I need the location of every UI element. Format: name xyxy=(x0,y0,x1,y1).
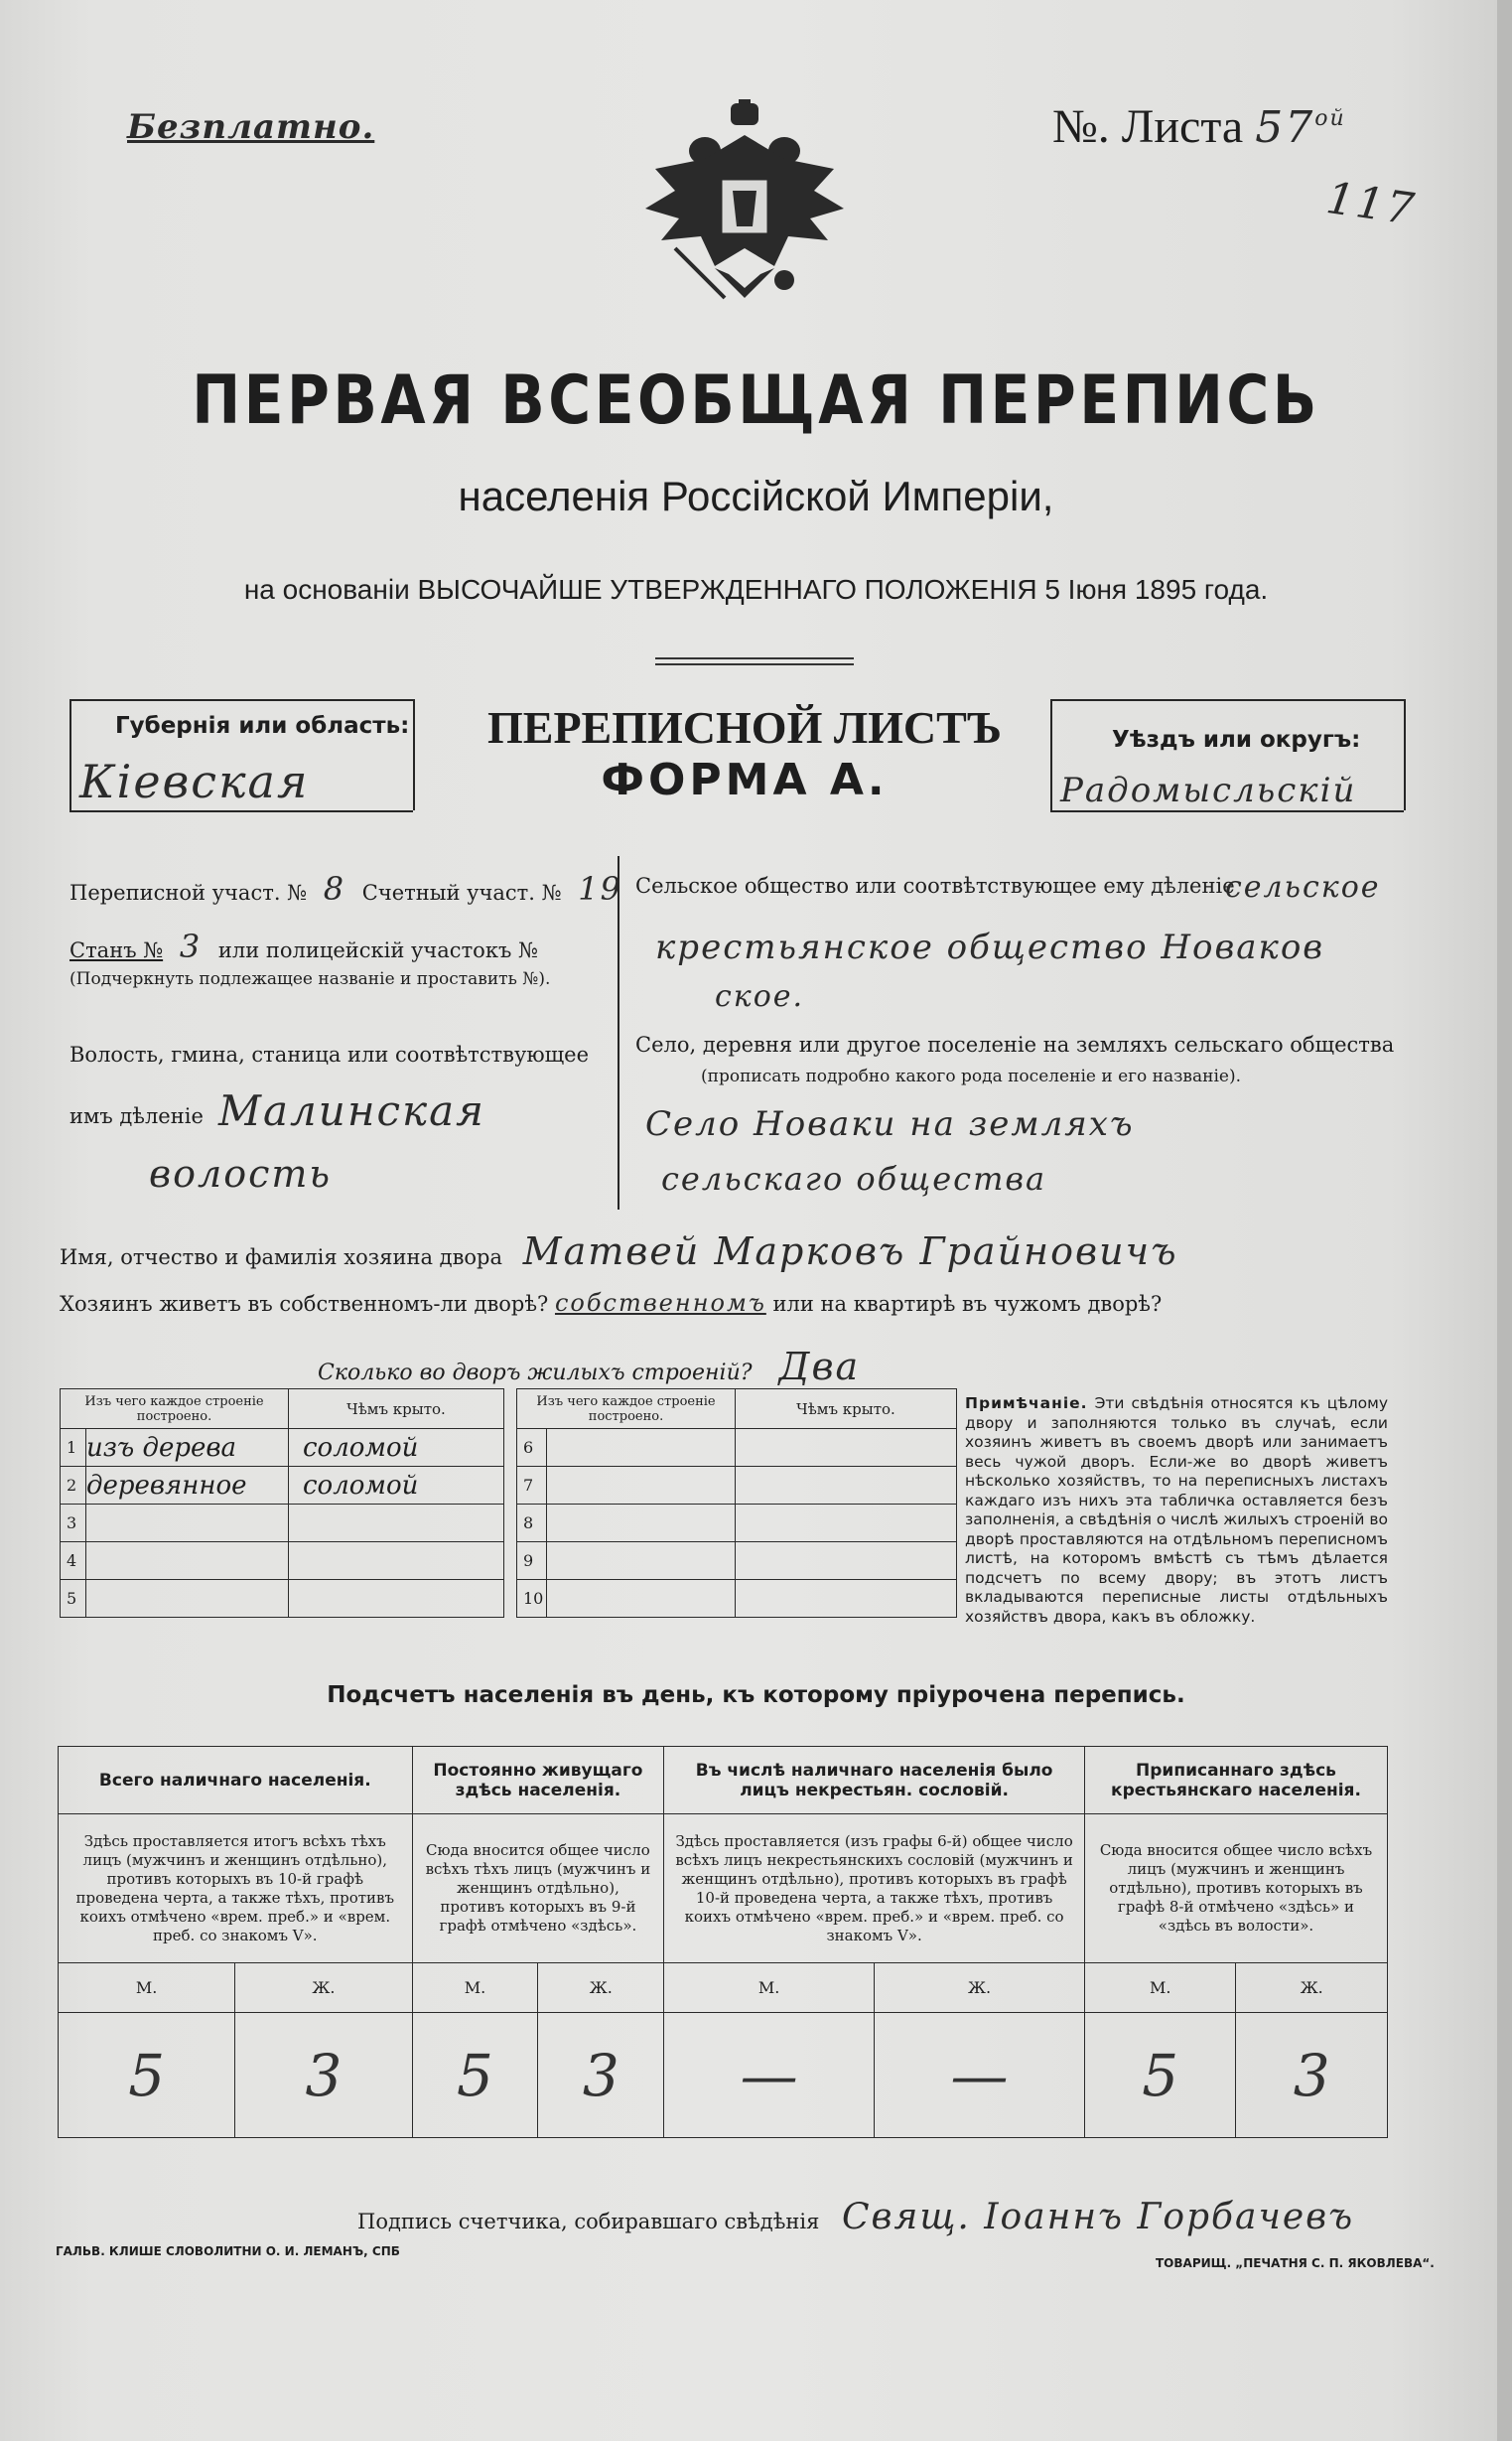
building-material: изъ дерева xyxy=(86,1429,289,1467)
district-value: Радомысльскій xyxy=(1060,771,1357,810)
census-plot-value: 8 xyxy=(323,870,346,908)
male-header: М. xyxy=(59,1963,235,2013)
village-note: (прописать подробно какого рода поселеніе и его названіе). xyxy=(701,1067,1241,1086)
building-row-number: 3 xyxy=(61,1505,86,1542)
buildings-table-left xyxy=(60,1388,504,1618)
building-row-number: 1 xyxy=(61,1429,86,1467)
buildings-label: Сколько во дворъ жилыхъ строеній? xyxy=(318,1361,753,1385)
owner-lives-row xyxy=(60,1289,1162,1317)
population-col-desc: Здѣсь проставляется итогъ всѣхъ тѣхъ лицъ (мужчинъ и женщинъ отдѣльно), противъ которыхъ въ 10-й графѣ проведена черта, а также тѣхъ, противъ коихъ отмѣчено «врем. преб.» и «врем. преб. со знакомъ V». xyxy=(59,1814,413,1963)
building-roof xyxy=(289,1542,504,1580)
female-count: — xyxy=(875,2013,1085,2138)
building-row xyxy=(61,1467,504,1505)
district-bottom-line xyxy=(1050,810,1404,812)
building-row xyxy=(61,1542,504,1580)
free-label: Безплатно. xyxy=(127,107,375,147)
building-roof: соломой xyxy=(289,1467,504,1505)
form-top-line xyxy=(69,699,413,701)
building-row-number: 2 xyxy=(61,1467,86,1505)
building-roof xyxy=(289,1580,504,1618)
female-header: Ж. xyxy=(875,1963,1085,2013)
signature-row xyxy=(357,2197,1354,2237)
population-col-title: Въ числѣ наличнаго населенія было лицъ некрестьян. сословій. xyxy=(664,1747,1085,1814)
form-label: ФОРМА А. xyxy=(601,755,889,805)
building-roof: соломой xyxy=(289,1429,504,1467)
stan-value: 3 xyxy=(179,928,203,965)
building-row xyxy=(61,1580,504,1618)
sheet-title: ПЕРЕПИСНОЙ ЛИСТЪ xyxy=(486,702,1003,753)
building-roof xyxy=(289,1505,504,1542)
volost-label-1: Волость, гмина, станица или соотвѣтствующее xyxy=(69,1043,590,1067)
volost-label-2: имъ дѣленіе xyxy=(69,1104,204,1128)
building-row xyxy=(517,1467,957,1505)
stan-note: (Подчеркнуть подлежащее названіе и проставить №). xyxy=(69,969,551,989)
building-material xyxy=(86,1542,289,1580)
district-left-edge xyxy=(1050,699,1052,810)
building-row xyxy=(517,1580,957,1618)
volost-value-2: волость xyxy=(149,1152,333,1196)
population-col-desc: Сюда вносится общее число всѣхъ лицъ (мужчинъ и женщинъ отдѣльно), противъ которыхъ въ графѣ 8-й отмѣчено «здѣсь» и «здѣсь въ волости». xyxy=(1084,1814,1387,1963)
building-roof xyxy=(736,1580,957,1618)
form-bottom-line xyxy=(69,810,413,812)
building-material xyxy=(547,1429,736,1467)
col-material-header: Изъ чего каждое строеніе построено. xyxy=(61,1389,289,1429)
count-plot-label: Счетный участ. № xyxy=(361,881,562,905)
note-title: Примѣчаніе. xyxy=(965,1394,1088,1412)
female-count: 3 xyxy=(538,2013,664,2138)
stan-label: Станъ № xyxy=(69,938,164,962)
male-count: — xyxy=(664,2013,875,2138)
coat-of-arms-icon xyxy=(635,99,854,318)
building-material xyxy=(547,1542,736,1580)
building-row xyxy=(61,1505,504,1542)
owner-lives-value: собственномъ xyxy=(554,1289,766,1317)
building-row-number: 7 xyxy=(517,1467,547,1505)
owner-name-label: Имя, отчество и фамилія хозяина двора xyxy=(60,1245,503,1269)
male-count: 5 xyxy=(59,2013,235,2138)
society-value-2: крестьянское общество Новаков xyxy=(655,928,1325,967)
owner-name-value: Матвей Марковъ Грайновичъ xyxy=(522,1229,1178,1273)
corner-number: 117 xyxy=(1322,172,1420,236)
note-block xyxy=(965,1394,1388,1627)
building-row-number: 5 xyxy=(61,1580,86,1618)
page-edge xyxy=(1497,0,1512,2441)
male-count: 5 xyxy=(412,2013,538,2138)
census-plot-label: Переписной участ. № xyxy=(69,881,308,905)
buildings-row xyxy=(318,1345,860,1388)
building-roof xyxy=(736,1542,957,1580)
buildings-table-right xyxy=(516,1388,957,1618)
footer-right: ТОВАРИЩ. „ПЕЧАТНЯ С. П. ЯКОВЛЕВА“. xyxy=(1156,2256,1435,2270)
legal-basis: на основаніи ВЫСОЧАЙШЕ УТВЕРЖДЕННАГО ПОЛОЖЕНІЯ 5 Іюня 1895 года. xyxy=(243,574,1269,605)
col-roof-header: Чѣмъ крыто. xyxy=(289,1389,504,1429)
building-row-number: 10 xyxy=(517,1580,547,1618)
owner-lives-label-1: Хозяинъ живетъ въ собственномъ-ли дворѣ? xyxy=(60,1292,549,1316)
male-count: 5 xyxy=(1084,2013,1235,2138)
building-material: деревянное xyxy=(86,1467,289,1505)
population-table xyxy=(58,1746,1388,2138)
female-count: 3 xyxy=(235,2013,412,2138)
building-row xyxy=(517,1542,957,1580)
building-row xyxy=(61,1429,504,1467)
building-roof xyxy=(736,1505,957,1542)
district-top-line xyxy=(1050,699,1404,701)
col-material-header-right: Изъ чего каждое строеніе построено. xyxy=(517,1389,736,1429)
building-row-number: 8 xyxy=(517,1505,547,1542)
ornament-divider xyxy=(655,657,854,665)
male-header: М. xyxy=(412,1963,538,2013)
buildings-value: Два xyxy=(778,1345,861,1388)
signature-label: Подпись счетчика, собиравшаго свѣдѣнія xyxy=(357,2210,820,2233)
population-col-desc: Сюда вносится общее число всѣхъ тѣхъ лицъ (мужчинъ и женщинъ отдѣльно), противъ которыхъ въ 9-й графѣ отмѣчено «здѣсь». xyxy=(412,1814,664,1963)
building-roof xyxy=(736,1429,957,1467)
female-header: Ж. xyxy=(1236,1963,1388,2013)
form-left-edge xyxy=(69,699,71,810)
province-value: Кіевская xyxy=(79,755,310,808)
population-col-title: Приписаннаго здѣсь крестьянскаго населенія. xyxy=(1084,1747,1387,1814)
page-title: ПЕРВАЯ ВСЕОБЩАЯ ПЕРЕПИСЬ xyxy=(192,361,1320,440)
village-label: Село, деревня или другое поселеніе на земляхъ сельскаго общества xyxy=(635,1033,1395,1057)
building-material xyxy=(86,1580,289,1618)
building-row-number: 6 xyxy=(517,1429,547,1467)
female-header: Ж. xyxy=(235,1963,412,2013)
building-material xyxy=(547,1467,736,1505)
census-plot-row xyxy=(69,870,622,908)
district-label: Уѣздъ или округъ: xyxy=(1112,727,1361,753)
society-label: Сельское общество или соотвѣтствующее ему дѣленіе xyxy=(635,874,1235,898)
society-value-1: сельское xyxy=(1225,870,1381,905)
district-right-edge xyxy=(1404,699,1406,810)
province-label: Губернія или область: xyxy=(115,713,410,739)
signature-value: Свящ. Іоаннъ Горбачевъ xyxy=(842,2197,1355,2237)
population-col-desc: Здѣсь проставляется (изъ графы 6-й) общее число всѣхъ лицъ некрестьянскихъ сословій (мужчинъ и женщинъ отдѣльно), противъ которыхъ въ графѣ 10-й проведена черта, а также тѣхъ, противъ коихъ отмѣчено «врем. преб.» и «врем. преб. со знакомъ V». xyxy=(664,1814,1085,1963)
footer-left: ГАЛЬВ. КЛИШЕ СЛОВОЛИТНИ О. И. ЛЕМАНЪ, СПБ xyxy=(56,2244,400,2258)
sheet-number-value: 57 xyxy=(1255,102,1315,153)
page-subtitle: населенія Россійской Имперіи, xyxy=(458,473,1054,519)
column-divider xyxy=(618,856,619,1210)
sheet-number-suffix: ой xyxy=(1314,106,1346,131)
police-label: или полицейскій участокъ № xyxy=(217,938,538,962)
building-row-number: 9 xyxy=(517,1542,547,1580)
building-material xyxy=(86,1505,289,1542)
building-material xyxy=(547,1580,736,1618)
col-roof-header-right: Чѣмъ крыто. xyxy=(736,1389,957,1429)
volost-value-1: Малинская xyxy=(218,1086,485,1135)
sheet-number xyxy=(1052,99,1346,154)
population-col-title: Всего наличнаго населенія. xyxy=(59,1747,413,1814)
female-count: 3 xyxy=(1236,2013,1388,2138)
stan-row xyxy=(69,928,538,965)
female-header: Ж. xyxy=(538,1963,664,2013)
male-header: М. xyxy=(1084,1963,1235,2013)
owner-lives-label-2: или на квартирѣ въ чужомъ дворѣ? xyxy=(772,1292,1163,1316)
count-heading: Подсчетъ населенія въ день, къ которому пріурочена перепись. xyxy=(327,1682,1185,1708)
count-plot-value: 19 xyxy=(578,870,622,908)
male-header: М. xyxy=(664,1963,875,2013)
building-row xyxy=(517,1505,957,1542)
building-material xyxy=(547,1505,736,1542)
village-value-1: Село Новаки на земляхъ xyxy=(645,1104,1135,1144)
building-roof xyxy=(736,1467,957,1505)
society-value-3: ское. xyxy=(715,979,805,1014)
owner-name-row xyxy=(60,1229,1178,1273)
building-row-number: 4 xyxy=(61,1542,86,1580)
form-box-divider xyxy=(413,699,415,810)
population-col-title: Постоянно живущаго здѣсь населенія. xyxy=(412,1747,664,1814)
sheet-number-label: №. Листа xyxy=(1052,100,1244,153)
village-value-2: сельскаго общества xyxy=(661,1160,1047,1198)
building-row xyxy=(517,1429,957,1467)
note-text: Эти свѣдѣнія относятся къ цѣлому двору и заполняются только въ случаѣ, если хозяинъ живетъ въ своемъ дворѣ или занимаетъ весь чужой дворъ. Если-же во дворѣ живетъ нѣсколько хозяйствъ, то на переписныхъ листахъ каждаго изъ нихъ эта табличка оставляется безъ заполненія, а свѣдѣнія о числѣ жилыхъ строеній во дворѣ проставляются на отдѣльномъ переписномъ листѣ, на которомъ вмѣстѣ съ тѣмъ дѣлается подсчетъ по всему двору; въ этотъ листъ вкладываются переписные листы отдѣльныхъ хозяйствъ двора, какъ въ обложку. xyxy=(965,1394,1388,1626)
